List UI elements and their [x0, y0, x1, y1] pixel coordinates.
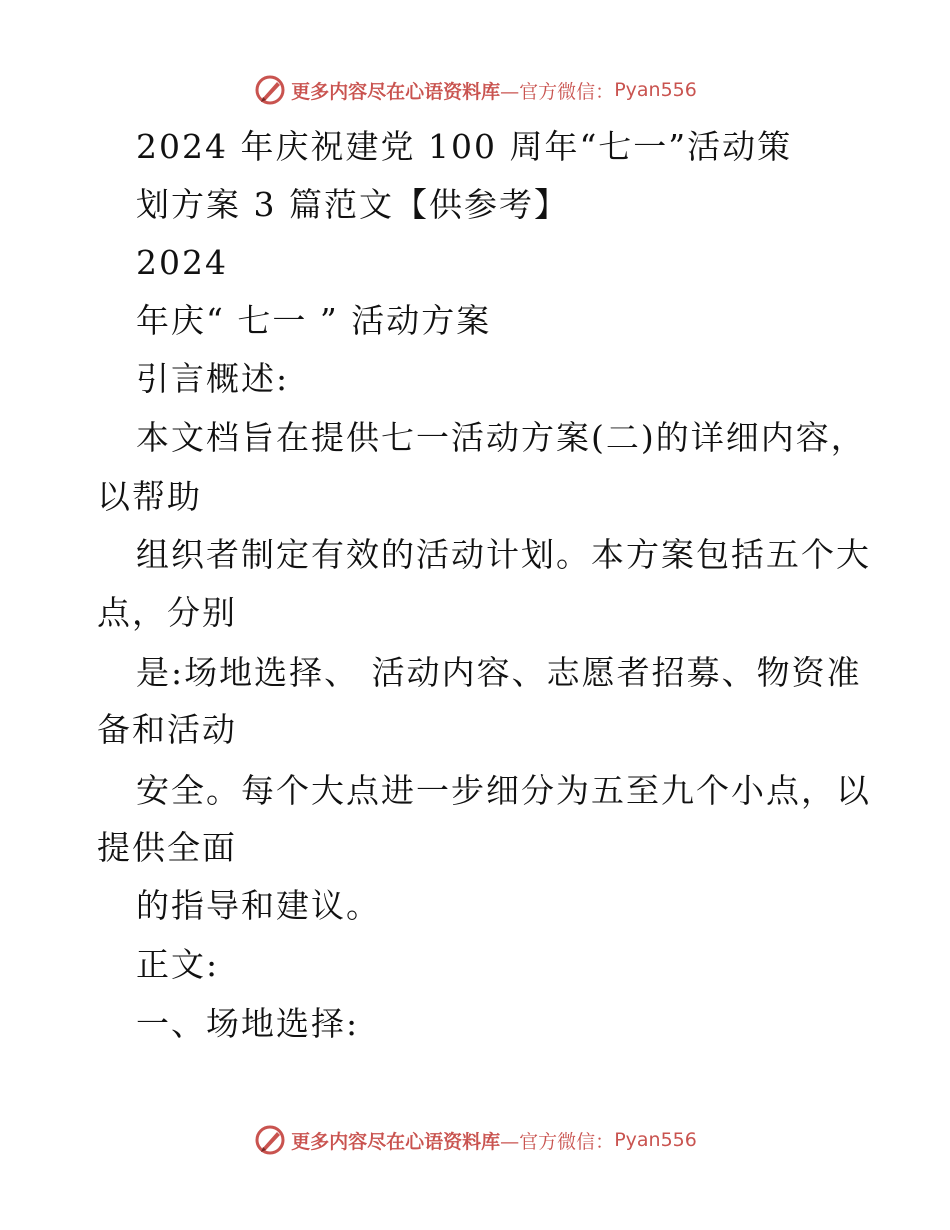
doc-text-line: 组织者制定有效的活动计划。本方案包括五个大: [136, 535, 871, 574]
banner-wechat-label: —官方微信：: [500, 1130, 615, 1153]
doc-text-line: 的指导和建议。: [136, 886, 381, 925]
doc-text-line: 提供全面: [97, 828, 237, 867]
footer-banner: [0, 1120, 950, 1160]
banner-wechat-label: —官方微信：: [500, 80, 615, 103]
pen-logo-icon: [253, 1123, 287, 1157]
pen-logo-icon: [253, 73, 287, 107]
header-banner: [0, 70, 950, 110]
doc-heading-intro: 引言概述:: [136, 359, 290, 398]
doc-heading-section-1: 一、场地选择:: [136, 1004, 360, 1043]
doc-title-line-2: 划方案 3 篇范文【供参考】: [136, 185, 569, 224]
doc-text-line: 是:场地选择、 活动内容、志愿者招募、物资准: [136, 653, 862, 692]
banner-title: 更多内容尽在心语资料库: [291, 80, 501, 103]
doc-text-line: 2024: [136, 243, 228, 282]
doc-text-line: 安全。每个大点进一步细分为五至九个小点，以: [136, 771, 871, 810]
banner-wechat-id: Pyan556: [614, 1129, 697, 1151]
doc-heading-body: 正文:: [136, 945, 220, 984]
banner-wechat-id: Pyan556: [614, 79, 697, 101]
doc-title-line-1: 2024 年庆祝建党 100 周年“七一”活动策: [136, 127, 793, 166]
banner-title: 更多内容尽在心语资料库: [291, 1130, 501, 1153]
doc-text-line: 年庆“ 七一 ” 活动方案: [136, 301, 492, 340]
doc-text-line: 点，分别: [97, 593, 237, 632]
doc-text-line: 本文档旨在提供七一活动方案(二)的详细内容，: [136, 418, 866, 457]
doc-text-line: 以帮助: [97, 477, 202, 516]
doc-text-line: 备和活动: [97, 710, 237, 749]
